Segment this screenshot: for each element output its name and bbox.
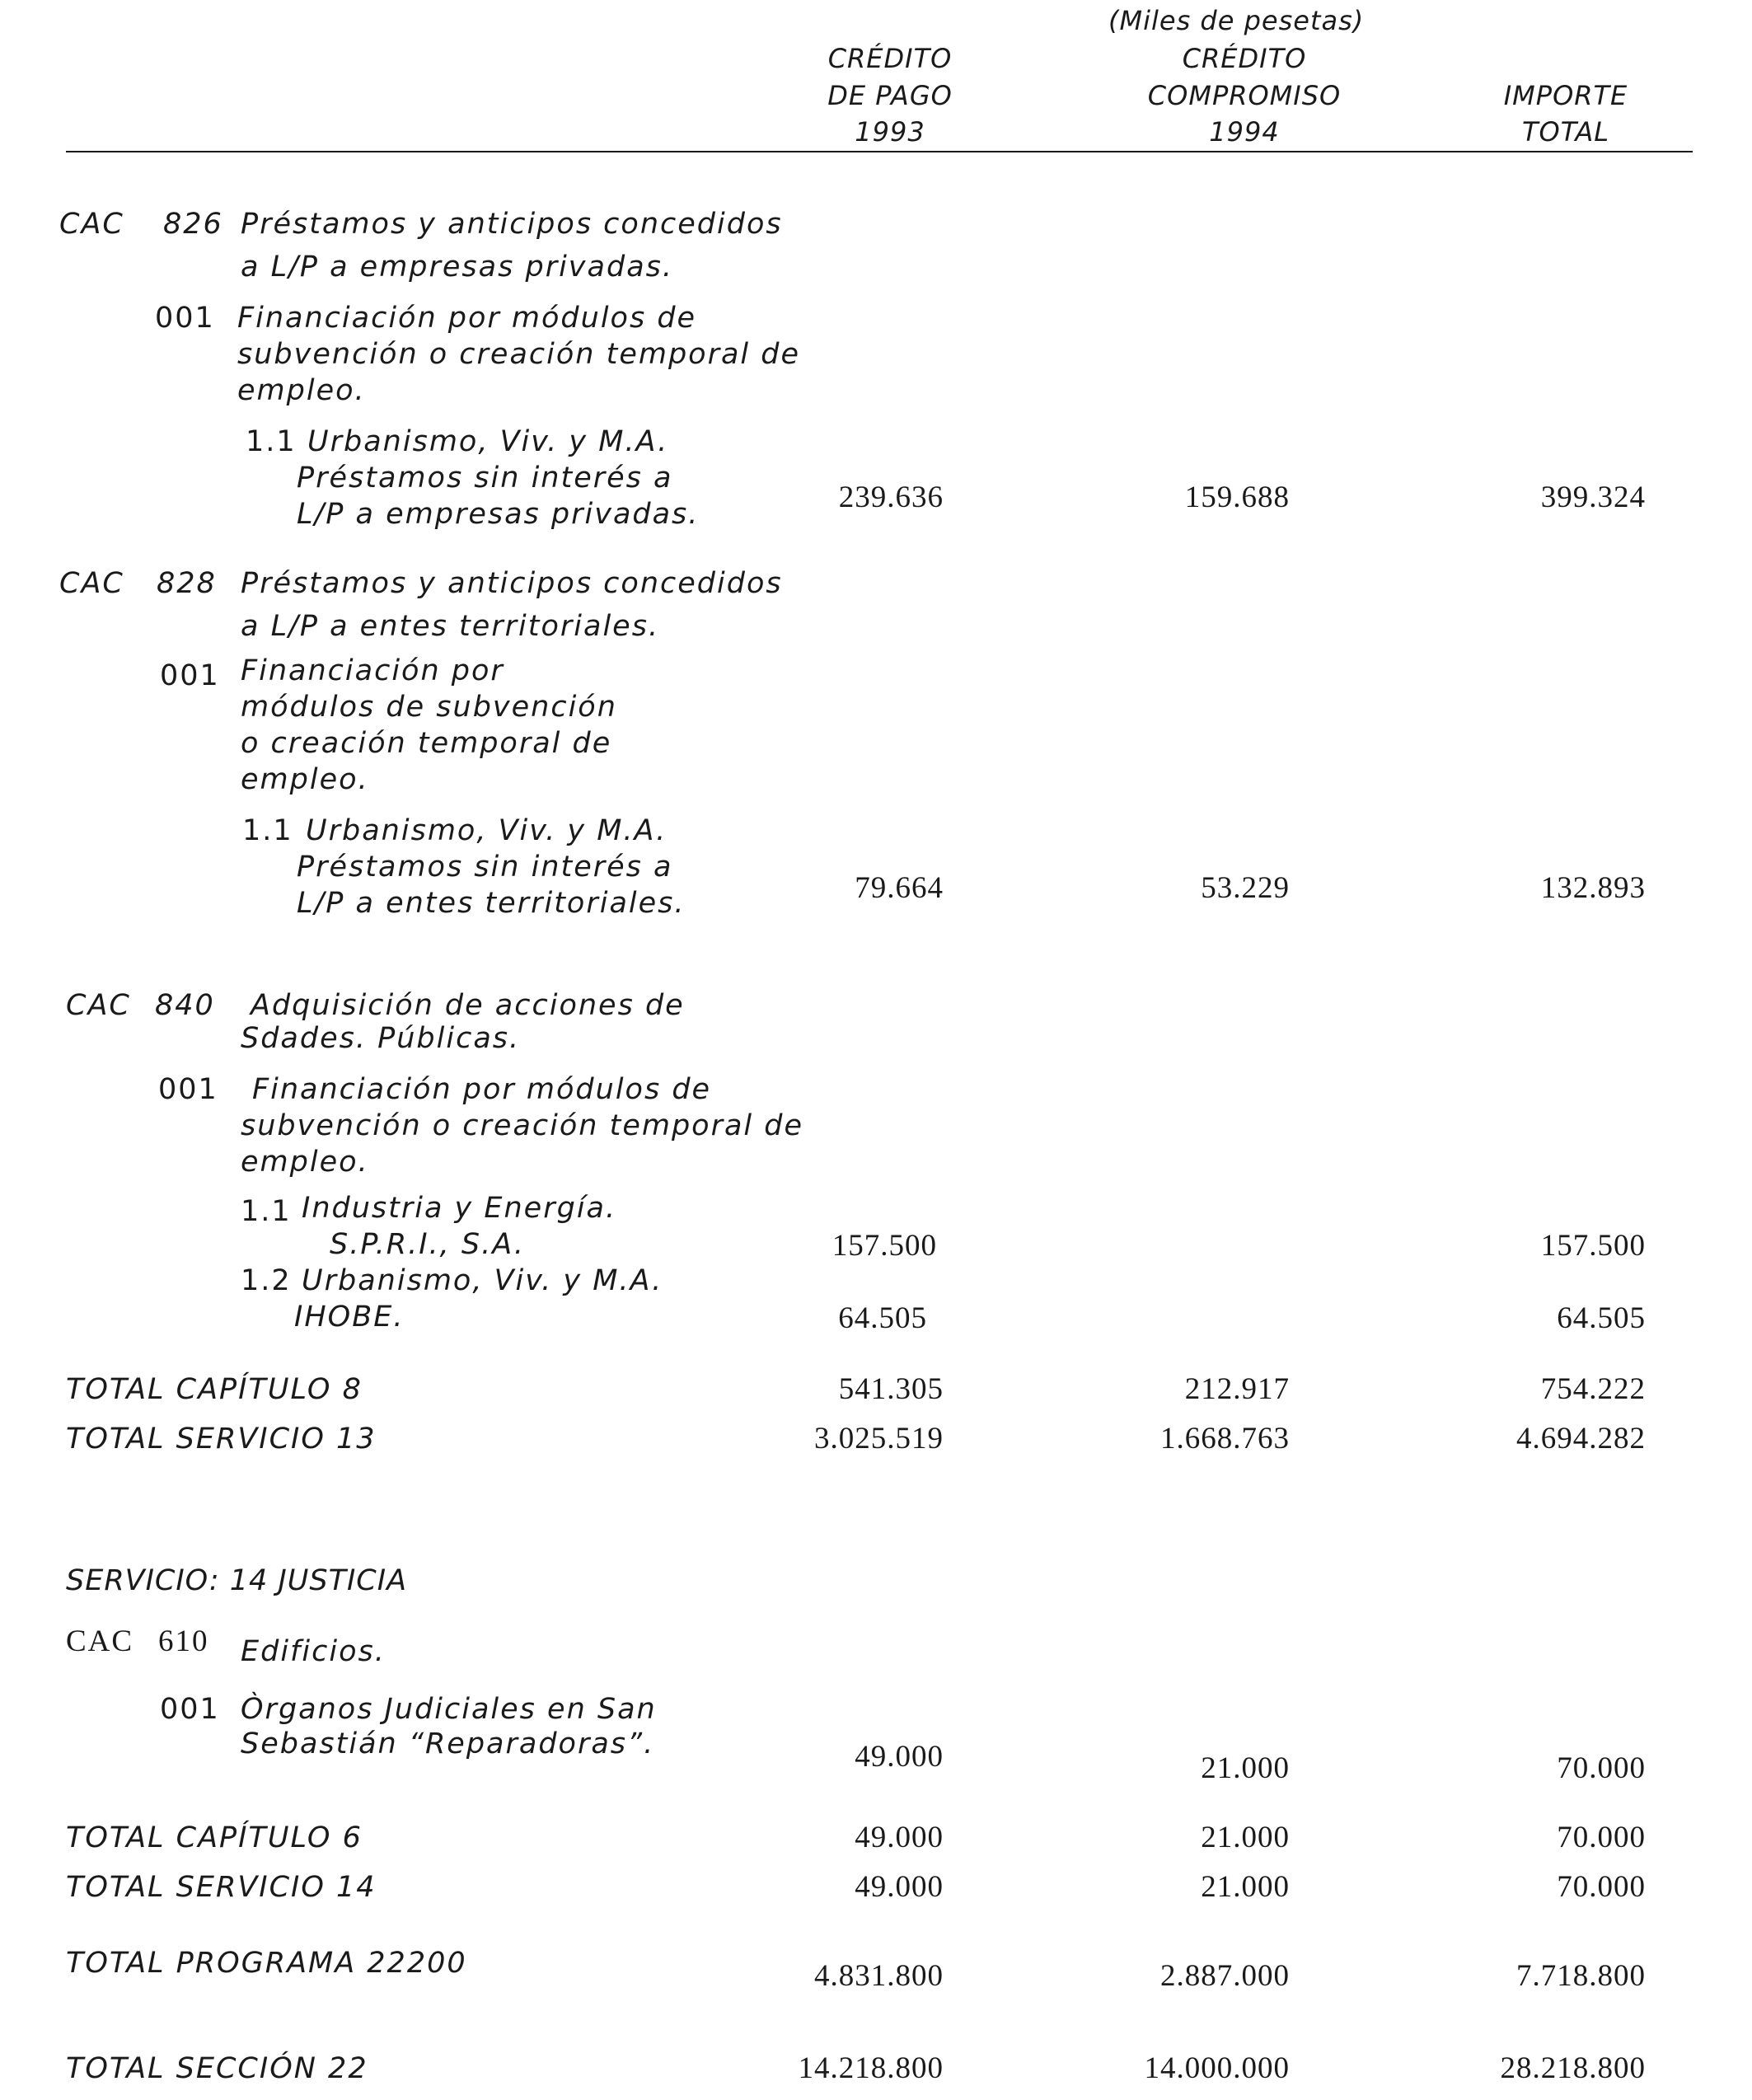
b826-title-2: a L/P a empresas privadas. <box>241 251 673 284</box>
b828-val-pago: 79.664 <box>855 871 944 905</box>
b840-item2-val-pago: 64.505 <box>838 1301 927 1335</box>
b828-item-3: L/P a entes territoriales. <box>297 887 686 920</box>
b826-sub-code: 001 <box>155 302 215 335</box>
b610-code: 610 <box>158 1624 209 1658</box>
col1-header-line2: DE PAGO <box>827 80 953 111</box>
b826-item-1: Urbanismo, Viv. y M.A. <box>307 425 669 458</box>
b840-item2-num: 1.2 <box>241 1264 292 1297</box>
total-seccion-total: 28.218.800 <box>1500 2051 1646 2085</box>
b828-title-2: a L/P a entes territoriales. <box>241 610 660 643</box>
total-serv13-pago: 3.025.519 <box>814 1422 944 1455</box>
header-rule <box>66 151 1693 152</box>
b610-sub-1: Òrganos Judiciales en San <box>241 1693 657 1726</box>
b840-sub-2: subvención o creación temporal de <box>241 1109 804 1142</box>
total-cap6-pago: 49.000 <box>855 1821 944 1854</box>
b828-code: 828 <box>157 567 217 600</box>
total-serv14-pago: 49.000 <box>855 1870 944 1904</box>
b826-item-num: 1.1 <box>246 425 297 458</box>
col3-header-line2: TOTAL <box>1521 116 1610 148</box>
b826-val-total: 399.324 <box>1540 480 1646 514</box>
b828-sub-2: módulos de subvención <box>241 691 617 724</box>
total-serv14-comp: 21.000 <box>1201 1870 1290 1904</box>
b826-prefix: CAC <box>59 208 124 241</box>
total-seccion-comp: 14.000.000 <box>1144 2051 1290 2085</box>
b828-sub-1: Financiación por <box>241 654 504 687</box>
total-serv13-label: TOTAL SERVICIO 13 <box>66 1423 377 1455</box>
total-serv14-total: 70.000 <box>1557 1870 1646 1904</box>
b828-val-total: 132.893 <box>1540 871 1646 905</box>
total-cap6-label: TOTAL CAPÍTULO 6 <box>66 1821 363 1854</box>
col2-header-line1: CRÉDITO <box>1182 43 1307 74</box>
b610-sub-code: 001 <box>160 1693 220 1726</box>
b610-prefix: CAC <box>66 1624 134 1658</box>
service14-heading: SERVICIO: 14 JUSTICIA <box>66 1564 408 1597</box>
b840-item2-line1: Urbanismo, Viv. y M.A. <box>302 1264 663 1297</box>
b828-item-num: 1.1 <box>242 814 293 847</box>
b840-item1-val-pago: 157.500 <box>831 1229 937 1263</box>
b826-code: 826 <box>163 208 223 241</box>
total-programa-total: 7.718.800 <box>1516 1959 1646 1993</box>
b828-sub-code: 001 <box>160 659 220 692</box>
b610-val-comp: 21.000 <box>1201 1751 1290 1785</box>
col1-header-line3: 1993 <box>855 116 925 148</box>
total-programa-comp: 2.887.000 <box>1160 1959 1290 1993</box>
b828-sub-3: o creación temporal de <box>241 727 612 760</box>
b840-sub-1: Financiación por módulos de <box>252 1073 712 1106</box>
b840-item1-val-total: 157.500 <box>1540 1229 1646 1263</box>
b840-sub-code: 001 <box>158 1073 218 1106</box>
b828-val-comp: 53.229 <box>1201 871 1290 905</box>
b826-item-3: L/P a empresas privadas. <box>297 498 700 531</box>
b840-code: 840 <box>155 989 215 1022</box>
b826-sub-2: subvención o creación temporal de <box>237 338 801 371</box>
col2-header-line3: 1994 <box>1209 116 1280 148</box>
total-cap8-label: TOTAL CAPÍTULO 8 <box>66 1373 363 1406</box>
b828-title-1: Préstamos y anticipos concedidos <box>241 567 783 600</box>
b828-item-2: Préstamos sin interés a <box>297 851 673 884</box>
total-serv13-total: 4.694.282 <box>1516 1422 1646 1455</box>
total-cap6-comp: 21.000 <box>1201 1821 1290 1854</box>
b840-title-2: Sdades. Públicas. <box>241 1022 521 1055</box>
b826-item-2: Préstamos sin interés a <box>297 462 673 495</box>
b840-item2-val-total: 64.505 <box>1557 1301 1646 1335</box>
col3-header-line1: IMPORTE <box>1503 80 1628 111</box>
total-serv13-comp: 1.668.763 <box>1160 1422 1290 1455</box>
col1-header-line1: CRÉDITO <box>827 43 953 74</box>
b826-sub-3: empleo. <box>237 374 366 407</box>
b826-val-pago: 239.636 <box>838 480 944 514</box>
b826-title-1: Préstamos y anticipos concedidos <box>241 208 783 241</box>
b840-item2-line2: IHOBE. <box>294 1301 405 1334</box>
total-cap8-pago: 541.305 <box>838 1372 944 1406</box>
units-note: (Miles de pesetas) <box>1108 5 1365 36</box>
b840-sub-3: empleo. <box>241 1146 369 1179</box>
b840-item1-line2: S.P.R.I., S.A. <box>330 1228 525 1261</box>
b840-item1-line1: Industria y Energía. <box>302 1192 617 1225</box>
total-cap8-total: 754.222 <box>1540 1372 1646 1406</box>
b828-prefix: CAC <box>59 567 124 600</box>
b840-prefix: CAC <box>66 989 131 1022</box>
total-programa-label: TOTAL PROGRAMA 22200 <box>66 1947 467 1980</box>
b610-val-pago: 49.000 <box>855 1740 944 1774</box>
col2-header-line2: COMPROMISO <box>1147 80 1342 111</box>
b840-item1-num: 1.1 <box>241 1195 292 1228</box>
b840-title-1: Adquisición de acciones de <box>251 989 685 1022</box>
total-cap6-total: 70.000 <box>1557 1821 1646 1854</box>
b610-sub-2: Sebastián “Reparadoras”. <box>241 1727 655 1760</box>
total-cap8-comp: 212.917 <box>1184 1372 1290 1406</box>
total-seccion-pago: 14.218.800 <box>798 2051 944 2085</box>
b826-val-comp: 159.688 <box>1184 480 1290 514</box>
total-serv14-label: TOTAL SERVICIO 14 <box>66 1871 377 1904</box>
b826-sub-1: Financiación por módulos de <box>237 302 697 335</box>
b828-item-1: Urbanismo, Viv. y M.A. <box>306 814 668 847</box>
total-programa-pago: 4.831.800 <box>814 1959 944 1993</box>
b828-sub-4: empleo. <box>241 763 369 796</box>
b610-val-total: 70.000 <box>1557 1751 1646 1785</box>
b610-title: Edificios. <box>241 1635 386 1668</box>
total-seccion-label: TOTAL SECCIÓN 22 <box>66 2052 368 2085</box>
